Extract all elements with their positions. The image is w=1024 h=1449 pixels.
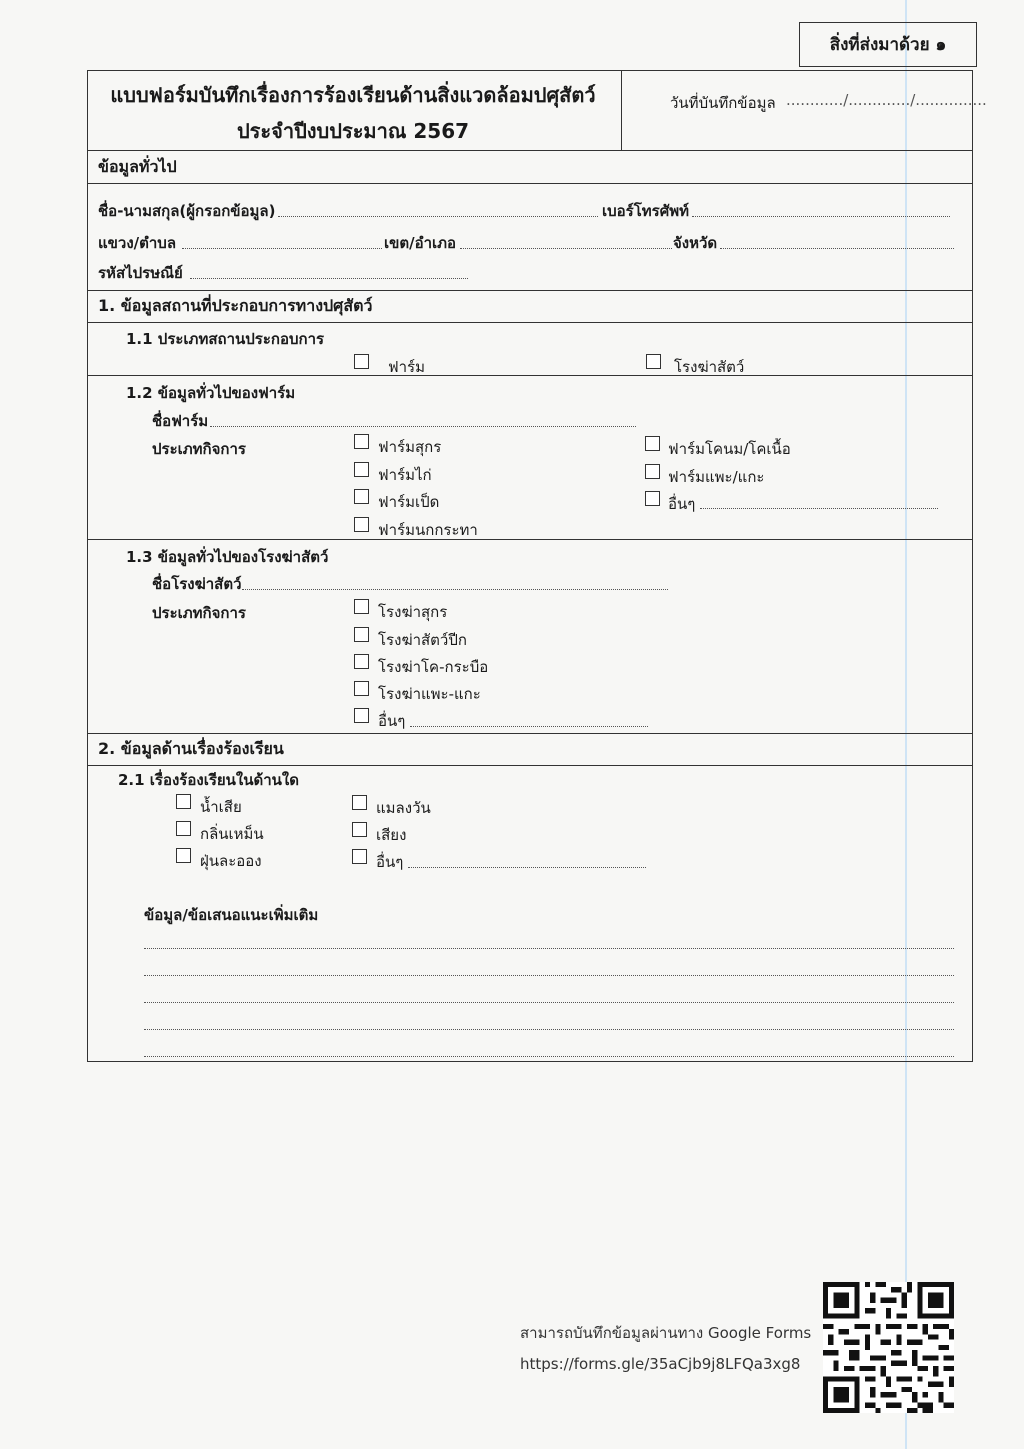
phone-field[interactable]	[692, 216, 950, 217]
slaughter-pig-option: โรงฆ่าสุกร	[378, 603, 448, 621]
general-heading: ข้อมูลทั่วไป	[98, 157, 177, 176]
odor-option: กลิ่นเหม็น	[200, 825, 264, 843]
attachment-label: สิ่งที่ส่งมาด้วย ๑	[799, 22, 977, 67]
farm-quail-checkbox[interactable]	[354, 517, 369, 532]
name-label: ชื่อ-นามสกุล(ผู้กรอกข้อมูล)	[98, 202, 276, 220]
postal-field[interactable]	[190, 278, 468, 279]
farm-chicken-checkbox[interactable]	[354, 462, 369, 477]
complaint-other-field[interactable]	[408, 867, 646, 868]
date-field[interactable]: ............/............./...............	[786, 91, 987, 109]
noise-option: เสียง	[376, 826, 407, 844]
extra-label: ข้อมูล/ข้อเสนอแนะเพิ่มเติม	[144, 906, 319, 924]
farm-other-option: อื่นๆ	[668, 495, 696, 513]
postal-label: รหัสไปรษณีย์	[98, 264, 183, 282]
form-title-line1: แบบฟอร์มบันทึกเรื่องการร้องเรียนด้านสิ่งแวดล้อมปศุสัตว์	[110, 83, 596, 107]
s12-label: 1.2 ข้อมูลทั่วไปของฟาร์ม	[126, 384, 296, 402]
farm-cattle-option: ฟาร์มโคนม/โคเนื้อ	[668, 440, 791, 458]
district-label: เขต/อำเภอ	[384, 234, 457, 252]
extra-line[interactable]	[144, 948, 954, 949]
slaughter-other-option: อื่นๆ	[378, 712, 406, 730]
slaughter-business-label: ประเภทกิจการ	[152, 604, 246, 622]
slaughterhouse-checkbox[interactable]	[646, 354, 661, 369]
slaughter-cattle-option: โรงฆ่าโค-กระบือ	[378, 658, 489, 676]
flies-option: แมลงวัน	[376, 799, 431, 817]
farm-business-label: ประเภทกิจการ	[152, 440, 246, 458]
farm-other-field[interactable]	[700, 508, 938, 509]
extra-line[interactable]	[144, 1056, 954, 1057]
slaughter-pig-checkbox[interactable]	[354, 599, 369, 614]
header-divider	[621, 71, 622, 150]
slaughter-other-field[interactable]	[410, 726, 648, 727]
slaughter-name-field[interactable]	[242, 589, 668, 590]
phone-label: เบอร์โทรศัพท์	[602, 202, 690, 220]
wastewater-checkbox[interactable]	[176, 794, 191, 809]
farm-option: ฟาร์ม	[388, 358, 425, 376]
farm-name-label: ชื่อฟาร์ม	[152, 412, 209, 430]
province-field[interactable]	[720, 248, 954, 249]
wastewater-option: น้ำเสีย	[200, 798, 242, 816]
slaughter-goat-option: โรงฆ่าแพะ-แกะ	[378, 685, 481, 703]
flies-checkbox[interactable]	[352, 795, 367, 810]
subdistrict-field[interactable]	[182, 248, 382, 249]
section1-heading: 1. ข้อมูลสถานที่ประกอบการทางปศุสัตว์	[98, 296, 373, 315]
extra-line[interactable]	[144, 1002, 954, 1003]
complaint-form	[87, 70, 987, 1062]
farm-other-checkbox[interactable]	[645, 491, 660, 506]
district-field[interactable]	[460, 248, 672, 249]
s21-label: 2.1 เรื่องร้องเรียนในด้านใด	[118, 771, 299, 789]
dust-option: ฝุ่นละออง	[200, 852, 262, 870]
section2-heading: 2. ข้อมูลด้านเรื่องร้องเรียน	[98, 739, 284, 758]
google-forms-url[interactable]: https://forms.gle/35aCjb9j8LFQa3xg8	[520, 1355, 801, 1373]
complaint-other-checkbox[interactable]	[352, 849, 367, 864]
slaughter-poultry-checkbox[interactable]	[354, 627, 369, 642]
extra-line[interactable]	[144, 975, 954, 976]
date-label: วันที่บันทึกข้อมูล	[670, 94, 776, 112]
qr-code-icon	[823, 1282, 954, 1413]
farm-chicken-option: ฟาร์มไก่	[378, 466, 432, 484]
slaughter-cattle-checkbox[interactable]	[354, 654, 369, 669]
slaughterhouse-option: โรงฆ่าสัตว์	[674, 358, 745, 376]
complaint-other-option: อื่นๆ	[376, 853, 404, 871]
farm-cattle-checkbox[interactable]	[645, 436, 660, 451]
farm-checkbox[interactable]	[354, 354, 369, 369]
noise-checkbox[interactable]	[352, 822, 367, 837]
s13-label: 1.3 ข้อมูลทั่วไปของโรงฆ่าสัตว์	[126, 548, 329, 566]
farm-quail-option: ฟาร์มนกกระทา	[378, 521, 478, 539]
name-field[interactable]	[278, 216, 598, 217]
odor-checkbox[interactable]	[176, 821, 191, 836]
google-forms-text: สามารถบันทึกข้อมูลผ่านทาง Google Forms	[520, 1324, 812, 1342]
slaughter-goat-checkbox[interactable]	[354, 681, 369, 696]
slaughter-poultry-option: โรงฆ่าสัตว์ปีก	[378, 631, 467, 649]
farm-duck-checkbox[interactable]	[354, 489, 369, 504]
farm-pig-option: ฟาร์มสุกร	[378, 438, 442, 456]
farm-goat-checkbox[interactable]	[645, 464, 660, 479]
province-label: จังหวัด	[673, 234, 718, 252]
extra-line[interactable]	[144, 1029, 954, 1030]
s11-label: 1.1 ประเภทสถานประกอบการ	[126, 330, 325, 348]
dust-checkbox[interactable]	[176, 848, 191, 863]
form-title-line2: ประจำปีงบประมาณ 2567	[236, 119, 470, 143]
farm-duck-option: ฟาร์มเป็ด	[378, 493, 440, 511]
subdistrict-label: แขวง/ตำบล	[98, 234, 177, 252]
slaughter-other-checkbox[interactable]	[354, 708, 369, 723]
farm-pig-checkbox[interactable]	[354, 434, 369, 449]
farm-goat-option: ฟาร์มแพะ/แกะ	[668, 468, 765, 486]
farm-name-field[interactable]	[210, 426, 636, 427]
slaughter-name-label: ชื่อโรงฆ่าสัตว์	[152, 575, 242, 593]
